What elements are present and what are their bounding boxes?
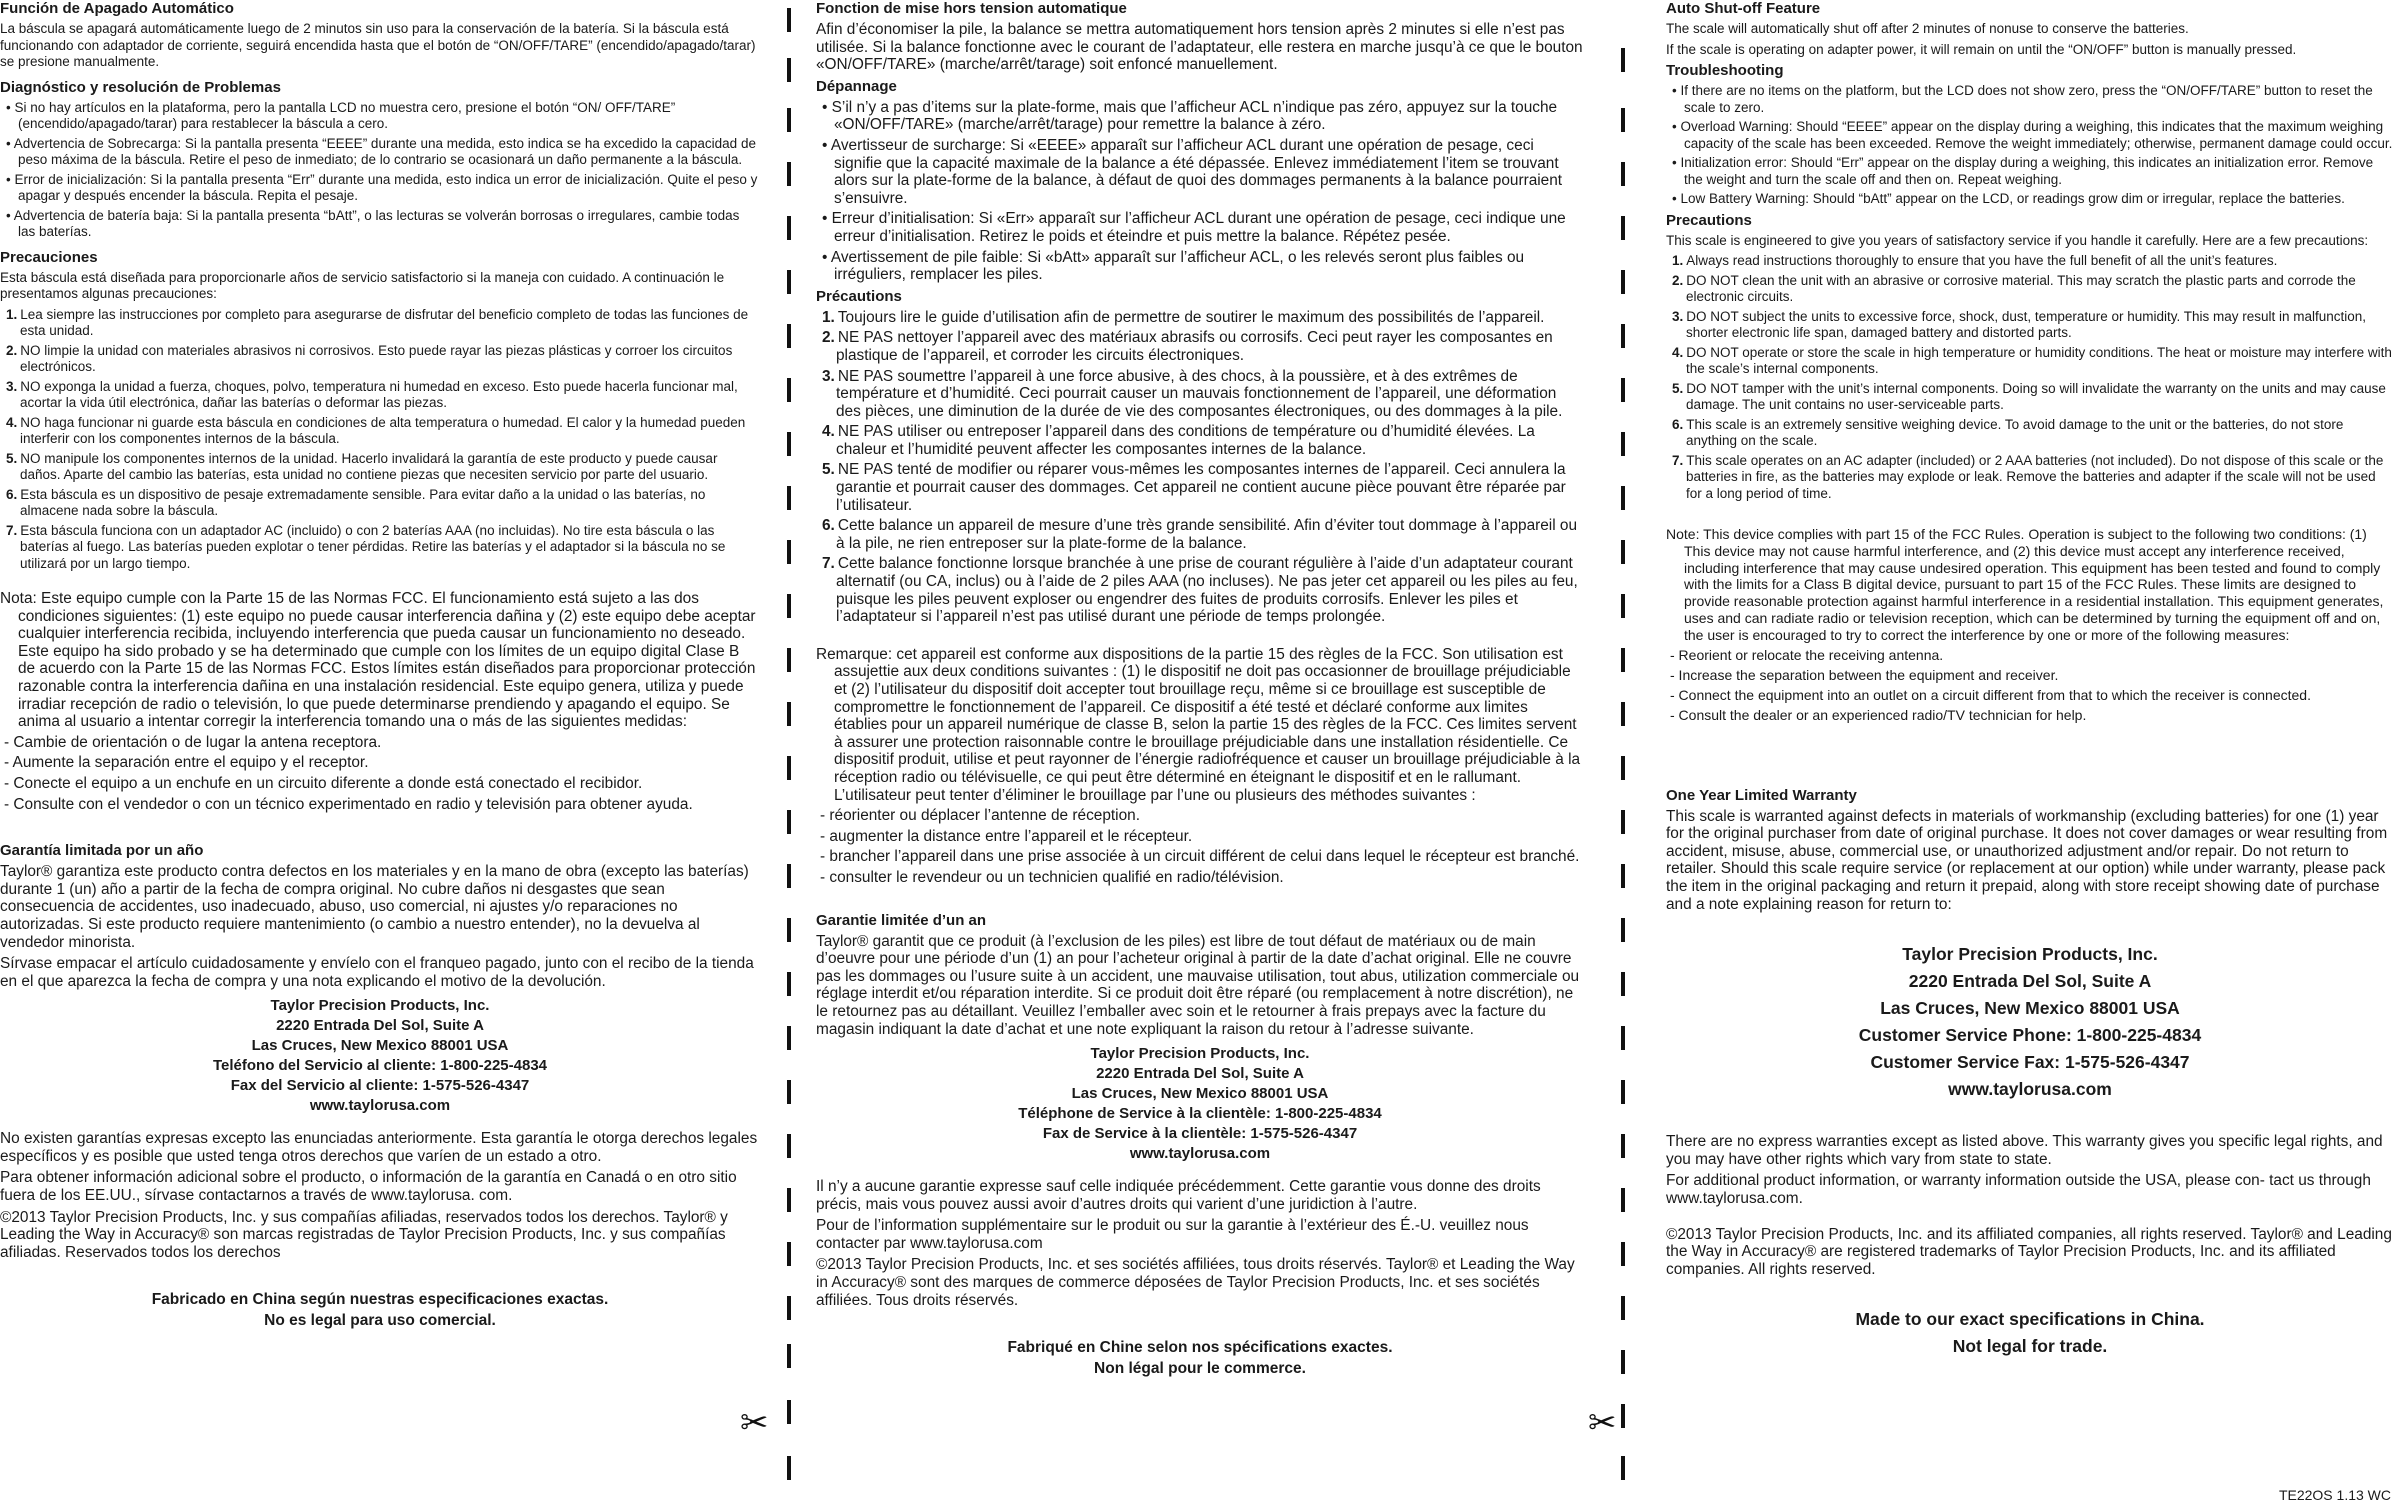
cut-line-dash xyxy=(1621,918,1625,942)
list-item: 5. NE PAS tenté de modifier ou réparer vous-mêmes les composantes internes de l’appareil. Ceci annulera la garantie et pourrait causer des dommages. Cet appareil ne contient aucune pièce pouvant être réparée par l’utilisateur. xyxy=(822,461,1566,514)
list-item: • Low Battery Warning: Should “bAtt” appear on the LCD, or readings grow dim or irregular, replace the batteries. xyxy=(1672,191,2345,206)
cut-line-dash xyxy=(1621,810,1625,834)
list-item: 1. Toujours lire le guide d’utilisation afin de permettre de soutirer le maximum des possibilités de l’appareil. xyxy=(822,308,1545,326)
cut-line-dash xyxy=(787,486,791,510)
cut-line-dash xyxy=(787,1242,791,1266)
cut-line-dash xyxy=(787,1344,791,1368)
es-footer: Fabricado en China según nuestras especificaciones exactas. No es legal para uso comercial. xyxy=(151,1291,609,1330)
list-item: • Advertencia de Sobrecarga: Si la pantalla presenta “EEEE” durante una medida, esto indica se ha excedido la capacidad de peso máxima de la báscula. Retire el peso de inmediato; de lo contrario se ocasionará un daño permanente a la báscula. xyxy=(6,135,756,167)
fr-auto-off-title: Fonction de mise hors tension automatique xyxy=(816,0,1127,17)
es-fcc-measure: - Cambie de orientación o de lugar la antena receptora. xyxy=(4,733,382,751)
list-item: 2. NO limpie la unidad con materiales abrasivos ni corrosivos. Esto puede rayar las piezas plásticas y corroer los circuitos electrónicos. xyxy=(6,342,733,374)
fr-fcc-measure: - réorienter ou déplacer l’antenne de réception. xyxy=(820,807,1140,825)
list-item: • If there are no items on the platform, but the LCD does not show zero, press the “ON/OFF/TARE” button to reset the scale to zero. xyxy=(1672,83,2373,115)
cut-line-dash xyxy=(1621,324,1625,348)
cut-line-dash xyxy=(1621,378,1625,402)
fr-fcc-note: Remarque: cet appareil est conforme aux dispositions de la partie 15 des règles de la FCC. Son utilisation est assujettie aux deux conditions suivantes : (1) le dispositif ne doit pas occasionner de brouillage préjudiciable et (2) l’utilisateur du dispositif doit accepter tout brouillage reçu, même si ce brouillage est susceptible de compromettre le fonctionnement de l’appareil. Ce dispositif a été testé et déclaré conforme aux limites établies pour un appareil numérique de classe B, selon la partie 15 des règles de la FCC. Ces limites servent à assurer une protection raisonnable contre le brouillage préjudiciable dans une installation résidentielle. Ce dispositif produit, utilise et peut rayonner de l’énergie radiofréquence et causer un brouillage préjudiciable à la réception radio ou télévisuelle, ce qui peut être déterminé en éteignant le dispositif et en le rallumant. L’utilisateur peut tenter d’éliminer le brouillage par l’une ou plusieurs des méthodes suivantes : xyxy=(816,645,1581,804)
fr-closing-text: Il n’y a aucune garantie expresse sauf celle indiquée précédemment. Cette garantie vous donne des droits précis, mais vous pouvez aussi avoir d’autres droits qui varient d’une juridiction à l’autre. xyxy=(816,1178,1541,1213)
list-item: 1. Always read instructions thoroughly to ensure that you have the full benefit of all the unit’s features. xyxy=(1672,253,2278,268)
en-footer: Made to our exact specifications in China. Not legal for trade. xyxy=(1855,1309,2205,1357)
list-item: • Avertisseur de surcharge: Si «EEEE» apparaît sur l’afficheur ACL durant une opération de pesage, ceci signifie que la capacité maximale de la balance a été dépassée. Enlevez immédiatement l’item se trouvant alors sur la plate-forme de la balance, à défaut de quoi des dommages permanents à la balance pourraient s’ensuivre. xyxy=(822,136,1563,207)
fr-fcc-measure: - augmenter la distance entre l’appareil et le récepteur. xyxy=(820,827,1193,845)
french-column xyxy=(816,0,1584,1507)
es-trouble-title: Diagnóstico y resolución de Problemas xyxy=(0,78,281,96)
fr-trouble-list xyxy=(816,99,1584,284)
fr-closing-text: Pour de l’information supplémentaire sur le produit ou sur la garantie à l’extérieur des É.-U. veuillez nous contacter par www.taylorusa.com xyxy=(816,1217,1529,1252)
cut-line-dash xyxy=(1621,162,1625,186)
list-item: 3. NE PAS soumettre l’appareil à une force abusive, à des chocs, à la poussière, et à des extrêmes de température et d’humidité. Ceci pourrait causer un mauvais fonctionnement de l’appareil, une déformation des pièces, une diminution de la durée de vie des composantes électroniques, ou des dommages à la pile. xyxy=(822,367,1563,420)
cut-line-dash xyxy=(1621,756,1625,780)
list-item: 2. DO NOT clean the unit with an abrasive or corrosive material. This may scratch the plastic parts and corrode the electronic circuits. xyxy=(1672,272,2356,304)
en-address-block: Taylor Precision Products, Inc. 2220 Entrada Del Sol, Suite A Las Cruces, New Mexico 88001 USA Customer Service Phone: 1-800-225-4834 Customer Service Fax: 1-575-526-4347 www.taylorusa.com xyxy=(1858,944,2202,1100)
list-item: • Erreur d’initialisation: Si «Err» apparaît sur l’afficheur ACL durant une opération de pesage, ceci indique une erreur d’initialisation. Retirez le poids et éteindre et puis mettre la balance. Répétez pesée. xyxy=(822,210,1566,245)
cut-line-dash xyxy=(787,594,791,618)
en-precautions-title: Precautions xyxy=(1666,211,1752,229)
es-fcc-measure: - Aumente la separación entre el equipo y el receptor. xyxy=(4,754,369,772)
en-fcc-measure: - Consult the dealer or an experienced radio/TV technician for help. xyxy=(1670,706,2087,723)
en-fcc-measure: - Connect the equipment into an outlet on a circuit different from that to which the receiver is connected. xyxy=(1670,686,2311,703)
cut-line-dash xyxy=(787,378,791,402)
es-precautions-title: Precauciones xyxy=(0,248,98,266)
cut-line-dash xyxy=(1621,48,1625,72)
en-warranty-title: One Year Limited Warranty xyxy=(1666,786,1857,804)
en-precautions-list xyxy=(1666,253,2394,502)
cut-line-dash xyxy=(787,918,791,942)
list-item: 7. Esta báscula funciona con un adaptador AC (incluido) o con 2 baterías AAA (no incluidas). No tire esta báscula o las baterías al fuego. Las baterías pueden explotar o tener pérdidas. Retire las baterías y el adaptador si la báscula no se utilizará por un largo tiempo. xyxy=(6,522,726,571)
cut-line-dash xyxy=(787,702,791,726)
en-fcc-note: Note: This device complies with part 15 of the FCC Rules. Operation is subject to the following two conditions: (1) This device may not cause harmful interference, and (2) this device must accept any interference received, including interference that may cause undesired operation. This equipment has been tested and found to comply with the limits for a Class B digital device, pursuant to part 15 of the FCC Rules. These limits are designed to provide reasonable protection against harmful interference in a residential installation. This equipment generates, uses and can radiate radio or television reception, which can be determined by turning the equipment off and on, the user is encouraged to try to correct the interference by one or more of the following measures: xyxy=(1666,526,2384,643)
fr-address-block: Taylor Precision Products, Inc. 2220 Entrada Del Sol, Suite A Las Cruces, New Mexico 88001 USA Téléphone de Service à la clientèle: 1-800-225-4834 Fax de Service à la clientèle: 1-575-526-4347 www.taylorusa.com xyxy=(1018,1045,1382,1163)
cut-line-dash xyxy=(787,1188,791,1212)
fr-precautions-list xyxy=(816,309,1584,626)
es-closing-text: Para obtener información adicional sobre el producto, o información de la garantía en Canadá o en otro sitio fuera de los EE.UU., sírvase contactarnos a través de www.taylorusa. com. xyxy=(0,1169,737,1205)
cut-line-dash xyxy=(787,270,791,294)
cut-line-dash xyxy=(787,216,791,240)
cut-line-dash xyxy=(1621,1350,1625,1374)
cut-line-dash xyxy=(1621,702,1625,726)
cut-line-dash xyxy=(1621,108,1625,132)
fr-warranty-title: Garantie limitée d’un an xyxy=(816,911,987,929)
cut-line-dash xyxy=(1621,432,1625,456)
fr-trouble-title: Dépannage xyxy=(816,77,897,95)
cut-line-dash xyxy=(1621,486,1625,510)
cut-line-dash xyxy=(787,1296,791,1320)
cut-line-dash xyxy=(787,648,791,672)
cut-line-dash xyxy=(787,324,791,348)
en-auto-off-title: Auto Shut-off Feature xyxy=(1666,0,1821,17)
list-item: 2. NE PAS nettoyer l’appareil avec des matériaux abrasifs ou corrosifs. Ceci peut rayer les composantes en plastique de l’appareil, et corroder les circuits électroniques. xyxy=(822,329,1553,364)
es-copyright: ©2013 Taylor Precision Products, Inc. y sus compañías afiliadas, reservados todos los derechos. Taylor® y Leading the Way in Accuracy® son marcas registradas de Taylor Precision Products, Inc. y sus compañías afiliadas. Reservados todos los derechos xyxy=(0,1208,728,1261)
es-closing-text: No existen garantías expresas excepto las enunciadas anteriormente. Esta garantía le otorga derechos legales específicos y es posible que usted tenga otros derechos que varíen de un estado a otro. xyxy=(0,1130,758,1165)
en-trouble-list xyxy=(1666,83,2394,208)
fr-auto-off-text: Afin d’économiser la pile, la balance se mettra automatiquement hors tension après 2 minutes si elle n’est pas utilisée. Si la balance fonctionne avec le courant de l’adaptateur, elle restera en marche jusqu’à ce que le bouton «ON/OFF/TARE» (marche/arrêt/tarage) soit enfoncé manuellement. xyxy=(816,21,1583,74)
cut-line-dash xyxy=(1621,1404,1625,1428)
scissors-icon: ✂ xyxy=(740,1404,769,1442)
list-item: 3. NO exponga la unidad a fuerza, choques, polvo, temperatura ni humedad en exceso. Esto puede hacerla funcionar mal, acortar la vida útil electrónica, dañar las baterías o deformar las piezas. xyxy=(6,378,738,410)
list-item: 1. Lea siempre las instrucciones por completo para asegurarse de disfrutar del beneficio completo de todas las funciones de esta unidad. xyxy=(6,306,749,338)
es-auto-off-title: Función de Apagado Automático xyxy=(0,0,234,17)
cut-line-dash xyxy=(1621,1188,1625,1212)
cut-line-dash xyxy=(1621,972,1625,996)
fr-footer: Fabriqué en Chine selon nos spécifications exactes. Non légal pour le commerce. xyxy=(1007,1339,1393,1378)
es-fcc-note: Nota: Este equipo cumple con la Parte 15 de las Normas FCC. El funcionamiento está sujeto a las dos condiciones siguientes: (1) este equipo no puede causar interferencia dañina y (2) este equipo debe aceptar cualquier interferencia recibida, incluyendo interferencia que pueda causar un funcionamiento no deseado. Este equipo ha sido probado y se ha determinado que cumple con los límites de un equipo digital Clase B de acuerdo con la Parte 15 de las Normas FCC. Estos límites están diseñados para proporcionar protección razonable contra la interferencia dañina en una instalación residencial. Este equipo genera, utiliza y puede irradiar recepción de radio o televisión, lo que puede determinarse prendiendo y apagando el equipo. Se anima al usuario a intentar corregir la interferencia tomando una o más de las siguientes medidas: xyxy=(0,590,756,731)
list-item: 7. Cette balance fonctionne lorsque branchée à une prise de courant régulière à l’aide d’un adaptateur courant alternatif (ou CA, inclus) ou à l’aide de 2 piles AAA (no incluses). Ne pas jeter cet appareil ou les piles au feu, puisque les piles peuvent exploser ou engendrer des fuites de produits corrosifs. Enlever les piles et l’adaptateur si l’appareil n’est pas utilisé durant une période de temps prolongée. xyxy=(822,555,1578,626)
cut-line-dash xyxy=(1621,1296,1625,1320)
list-item: 4. NE PAS utiliser ou entreposer l’appareil dans des conditions de température ou d’humidité élevées. La chaleur et l’humidité peuvent affecter les composantes internes de la balance. xyxy=(822,423,1535,458)
cut-line-dash xyxy=(787,162,791,186)
en-copyright: ©2013 Taylor Precision Products, Inc. and its affiliated companies, all rights reserved. Taylor® and Leading the Way in Accuracy® are registered trademarks of Taylor Precision Products, Inc. and its affiliated companies. All rights reserved. xyxy=(1666,1225,2392,1278)
fr-fcc-measure: - consulter le revendeur ou un technicien qualifié en radio/télévision. xyxy=(820,868,1284,886)
fr-fcc-measure: - brancher l’appareil dans une prise associée à un circuit différent de celui dans lequel le récepteur est branché. xyxy=(820,848,1580,866)
cut-line-dash xyxy=(787,1456,791,1480)
cut-line-dash xyxy=(1621,540,1625,564)
document-code: TE22OS 1.13 WC xyxy=(2278,1487,2391,1503)
list-item: 5. NO manipule los componentes internos de la unidad. Hacerlo invalidará la garantía de este producto y puede causar daños. Aparte del cambio las baterías, esta unidad no contiene piezas que necesiten servicio por parte del usuario. xyxy=(6,450,718,482)
cut-line-dash xyxy=(1621,1080,1625,1104)
cut-line-dash xyxy=(1621,1134,1625,1158)
list-item: 7. This scale operates on an AC adapter (included) or 2 AAA batteries (not included). Do not dispose of this scale or the batteries in fire, as the batteries may explode or leak. Remove the batteries and adapter if the scale will not be used for a long period of time. xyxy=(1672,452,2384,501)
cut-line-dash xyxy=(787,1080,791,1104)
list-item: 3. DO NOT subject the units to excessive force, shock, dust, temperature or humidity. This may result in malfunction, shorter electronic life span, damaged battery and distorted parts. xyxy=(1672,308,2367,340)
en-closing-text: For additional product information, or warranty information outside the USA, please con- tact us through www.taylorusa.com. xyxy=(1666,1172,2371,1207)
en-precautions-intro: This scale is engineered to give you years of satisfactory service if you handle it carefully. Here are a few precautions: xyxy=(1666,232,2369,248)
cut-line-dash xyxy=(787,756,791,780)
cut-line-dash xyxy=(787,540,791,564)
cut-line-dash xyxy=(787,1400,791,1424)
spanish-column xyxy=(0,0,760,1507)
cut-line-dash xyxy=(787,810,791,834)
cut-line-dash xyxy=(787,972,791,996)
cut-line-dash xyxy=(1621,1242,1625,1266)
en-fcc-measure: - Reorient or relocate the receiving antenna. xyxy=(1670,646,1944,663)
cut-line-dash xyxy=(1621,216,1625,240)
list-item: • S’il n’y a pas d’items sur la plate-forme, mais que l’afficheur ACL n’indique pas zéro, appuyez sur la touche «ON/OFF/TARE» (marche/arrêt/tarage) pour remettre la balance à zéro. xyxy=(822,98,1558,134)
cut-line-dash xyxy=(1621,594,1625,618)
es-address-block: Taylor Precision Products, Inc. 2220 Entrada Del Sol, Suite A Las Cruces, New Mexico 88001 USA Teléfono del Servicio al cliente: 1-800-225-4834 Fax del Servicio al cliente: 1-575-526-4347 www.taylorusa.com xyxy=(212,997,548,1115)
cut-line-dash xyxy=(787,58,791,82)
es-precautions-list xyxy=(0,307,760,573)
english-column xyxy=(1666,0,2394,1507)
en-closing-text: There are no express warranties except as listed above. This warranty gives you specific legal rights, and you may have other rights which vary from state to state. xyxy=(1666,1133,2383,1168)
cut-line-dash xyxy=(1621,1456,1625,1480)
list-item: • Error de inicialización: Si la pantalla presenta “Err” durante una medida, esto indica un error de inicialización. Quite el peso y apagar y después encender la báscula. Repita el pesaje. xyxy=(6,171,758,203)
scissors-icon: ✂ xyxy=(1588,1404,1617,1442)
list-item: • Initialization error: Should “Err” appear on the display during a weighing, this indicates an initialization error. Remove the weight and turn the scale off and then on. Repeat weighing. xyxy=(1672,155,2374,187)
cut-line-dash xyxy=(1621,648,1625,672)
cut-line-dash xyxy=(1621,864,1625,888)
cut-line-dash xyxy=(787,432,791,456)
es-fcc-measure: - Consulte con el vendedor o con un técnico experimentado en radio y televisión para obtener ayuda. xyxy=(4,795,693,813)
en-fcc-measure: - Increase the separation between the equipment and receiver. xyxy=(1670,666,2059,683)
es-warranty-title: Garantía limitada por un año xyxy=(0,842,204,860)
list-item: 6. Esta báscula es un dispositivo de pesaje extremadamente sensible. Para evitar daño a la unidad o las baterías, no almacene nada sobre la báscula. xyxy=(6,486,706,518)
cut-line-dash xyxy=(787,108,791,132)
list-item: 4. NO haga funcionar ni guarde esta báscula en condiciones de alta temperatura o humedad. El calor y la humedad pueden interferir con los componentes internos de la báscula. xyxy=(6,414,746,446)
es-auto-off-text: La báscula se apagará automáticamente luego de 2 minutos sin uso para la conservación de la batería. Si la báscula está funcionando con adaptador de corriente, seguirá encendida hasta que el botón de “ON/OFF/TARE” (encendido/apagado/tarar) se presione manualmente. xyxy=(0,21,756,69)
cut-line-dash xyxy=(787,864,791,888)
list-item: • Avertissement de pile faible: Si «bAtt» apparaît sur l’afficheur ACL, o les relevés seront plus faibles ou irréguliers, remplacer les piles. xyxy=(822,248,1525,284)
list-item: 6. This scale is an extremely sensitive weighing device. To avoid damage to the unit or the batteries, do not store anything on the scale. xyxy=(1672,416,2344,448)
es-warranty-text2: Sírvase empacar el artículo cuidadosamente y envíelo con el franqueo pagado, junto con el recibo de la tienda en el que aparezca la fecha de compra y una nota explicando el motivo de la devolución. xyxy=(0,955,754,990)
en-auto-off-text1: The scale will automatically shut off after 2 minutes of nonuse to conserve the batteries. xyxy=(1666,21,2189,36)
fr-precautions-title: Précautions xyxy=(816,287,902,305)
en-auto-off-text2: If the scale is operating on adapter power, it will remain on until the “ON/OFF” button is manually pressed. xyxy=(1666,41,2297,57)
es-precautions-intro: Esta báscula está diseñada para proporcionarle años de servicio satisfactorio si la maneja con cuidado. A continuación le presentamos algunas precauciones: xyxy=(0,269,725,301)
cut-line-dash xyxy=(787,8,791,32)
cut-line-dash xyxy=(787,1026,791,1050)
list-item: 5. DO NOT tamper with the unit’s internal components. Doing so will invalidate the warranty on the units and may cause damage. The unit contains no user-serviceable parts. xyxy=(1672,380,2386,412)
fr-warranty-text1: Taylor® garantit que ce produit (à l’exclusion de les piles) est libre de tout défaut de matériaux ou de main d’oeuvre pour une période d’un (1) an pour l’acheteur original à partir de la date d’achat original. Elle ne couvre pas les dommages ou l’usure suite à un accident, une mauvaise utilisation, tout abus, utilization commerciale ou réglage interdit et/ou réparation interdite. Si ce produit doit être réparé (ou remplacement à notre discrétion), ne le retournez pas au détaillant. Veuillez l’emballer avec soin et le retourner à frais prepays avec la facture du magasin indiquant la date d’achat et une note expliquant la raison du retour à l’adresse suivante. xyxy=(816,932,1580,1038)
es-warranty-text1: Taylor® garantiza este producto contra defectos en los materiales y en la mano de obra (excepto las baterías) durante 1 (un) año a partir de la fecha de compra original. No cubre daños ni desgastes que sean consecuencia de accidentes, uso inadecuado, abuso, uso comercial, ni ajustes y/o reparaciones no autorizadas. Si este producto requiere mantenimiento (o cambio a nuestro entender), no la devuelva al vendedor minorista. xyxy=(0,863,749,951)
cut-line-dash xyxy=(1621,1026,1625,1050)
es-trouble-list xyxy=(0,100,760,241)
fr-copyright: ©2013 Taylor Precision Products, Inc. et ses sociétés affiliées, tous droits réservés. Taylor® et Leading the Way in Accuracy® sont des marques de commerce déposées de Taylor Precision Products, Inc. et ses sociétés affiliées. Tous droits réservés. xyxy=(816,1256,1575,1309)
es-fcc-measure: - Conecte el equipo a un enchufe en un circuito diferente a donde está conectado el recibidor. xyxy=(4,774,643,792)
list-item: • Overload Warning: Should “EEEE” appear on the display during a weighing, this indicates that the maximum weighing capacity of the scale has been exceeded. Remove the weight immediately; otherwise, permanent damage could occur. xyxy=(1672,119,2393,151)
list-item: 6. Cette balance un appareil de mesure d’une très grande sensibilité. Afin d’éviter tout dommage à l’appareil ou à la pile, ne rien entreposer sur la plate-forme de la balance. xyxy=(822,517,1578,552)
cut-line-dash xyxy=(787,1134,791,1158)
list-item: 4. DO NOT operate or store the scale in high temperature or humidity conditions. The heat or moisture may interfere with the scale’s internal components. xyxy=(1672,344,2392,376)
list-item: • Si no hay artículos en la plataforma, pero la pantalla LCD no muestra cero, presione el botón “ON/ OFF/TARE” (encendido/apagado/tarar) para restablecer la báscula a cero. xyxy=(6,99,676,131)
list-item: • Advertencia de batería baja: Si la pantalla presenta “bAtt”, o las lecturas se volverán borrosas o irregulares, cambie todas las baterías. xyxy=(6,207,740,239)
cut-line-dash xyxy=(1621,270,1625,294)
en-trouble-title: Troubleshooting xyxy=(1666,62,1784,79)
en-warranty-text1: This scale is warranted against defects in materials of workmanship (excluding batteries) for one (1) year for the original purchaser from date of original purchase. It does not cover damages or wear resulting from accident, misuse, abuse, commercial use, or unauthorized adjustment and/or repair. Do not return to retailer. Should this scale require service (or replacement at our option) while under warranty, please pack the item in the original packaging and return it prepaid, along with store receipt showing date of purchase and a note explaining reason for return to: xyxy=(1666,807,2388,913)
